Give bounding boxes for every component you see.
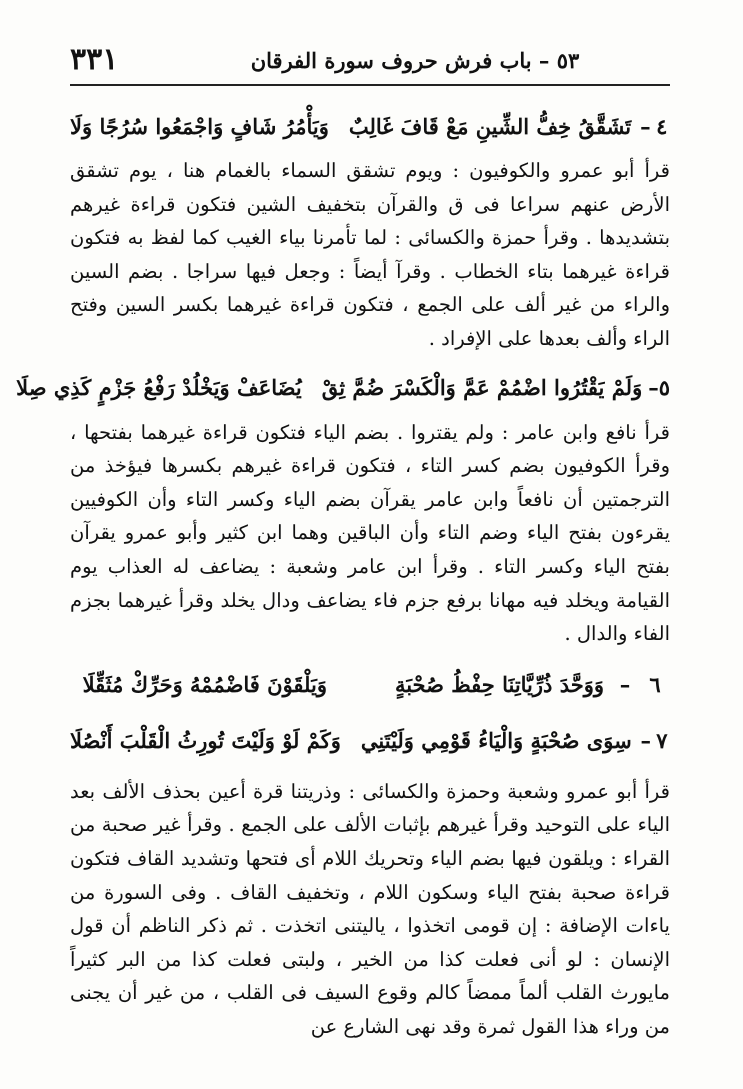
verse-second-hemistich: وَيَلْقَوْنَ فَاضْمُمْهُ وَحَرِّكْ مُثَقِّلَا	[82, 672, 327, 698]
commentary-paragraph: قرأ أبو عمرو والكوفيون : ويوم تشقق السماء بالغمام هنا ، يوم تشقق الأرض عنهم سراعا فى ق والقرآن بتخفيف الشين فتكون قراءة غيرهم بتشديدها . وقرأ حمزة والكسائى : لما تأمرنا بياء الغيب كما لفظ به فتكون قراءة غيرهما بتاء الخطاب . وقرآ أيضاً : وجعل فيها سراجا . بضم السين والراء من غير ألف على الجمع ، فتكون قراءة غيرهما بكسر السين وفتح الراء وألف بعدها على الإفراد .	[70, 159, 670, 350]
commentary-paragraph: قرأ أبو عمرو وشعبة وحمزة والكسائى : وذريتنا قرة أعين بحذف الألف بعد الياء على التوحيد وقرأ غيرهم بإثبات الألف على الجمع . وقرأ غير صحبة من القراء : ويلقون فيها بضم الياء وتحريك اللام أى فتحها وتشديد القاف فتكون قراءة صحبة بفتح الياء وسكون اللام ، وتخفيف القاف . وفى السورة من ياءات الإضافة : إن قومى اتخذوا ، ياليتنى اتخذت . ثم ذكر الناظم أن قول الإنسان : لو أنى فعلت كذا من الخير ، ولبتى فعلت كذا من البر كثيراً مايورث القلب ألماً ممضاً كالم وقوع السيف فى القلب ، من غير أن يجنى من وراء هذا القول ثمرة وقد نهى الشارع عن	[70, 779, 670, 1038]
verse-second-hemistich: وَكَمْ لَوْ وَلَيْتَ تُورِثُ الْقَلْبَ أَنْصُلَا	[70, 728, 341, 754]
verse-first-hemistich: سِوَى صُحْبَةٍ وَالْيَاءُ قَوْمِي وَلَيْتَنِي	[360, 728, 632, 754]
verse-first-hemistich: تَشَقَّقُ خِفُّ الشِّينِ مَعْ قَافَ غَالِبٌ	[348, 113, 632, 139]
verse-dash: –	[640, 728, 652, 754]
verse-number: ٥	[658, 375, 670, 401]
commentary-paragraph: قرأ نافع وابن عامر : ولم يقتروا . بضم الياء فتكون قراءة غيرهما بفتحها ، وقرأ الكوفيون بضم كسر التاء ، فتكون قراءة غيرهم بكسرها فيؤخذ من الترجمتين أن نافعاً وابن عامر يقرآن بضم الياء وكسر التاء وأن الكوفيين يقرءون بفتح الياء وضم التاء وأن الباقين وهما ابن كثير وأبو عمرو يقرآن بفتح الياء وكسر التاء . وقرأ ابن عامر وشعبة : يضاعف له العذاب يوم القيامة ويخلد فيه مهانا برفع جزم فاء يضاعف ودال يخلد وقرأ غيرهما بجزم الفاء والدال .	[70, 420, 670, 646]
page-number: ٣٣١	[70, 42, 119, 77]
verse-number: ٤	[656, 113, 668, 139]
verse-first-hemistich: وَوَحَّدَ ذُرِّيَّاتِنَا حِفْظُ صُحْبَةٍ	[394, 672, 604, 698]
verse-dash: –	[640, 113, 651, 139]
book-page	[16, 40, 670, 1070]
page-header	[70, 40, 670, 86]
verse-dash: –	[648, 375, 659, 401]
running-title: ٥٣ – باب فرش حروف سورة الفرقان	[250, 48, 580, 73]
verse-line-6	[70, 659, 670, 711]
verse-line-7	[70, 715, 670, 767]
verse-number: ٧	[656, 728, 668, 754]
verse-second-hemistich: وَيَأْمُرُ شَافٍ وَاجْمَعُوا سُرُجًا وَلَا	[70, 113, 329, 139]
verse-line-4	[70, 100, 670, 152]
verse-dash: –	[619, 672, 631, 698]
verse-number: ٦	[649, 672, 661, 698]
verse-second-hemistich: يُضَاعَفْ وَيَخْلُدْ رَفْعُ جَزْمٍ كَذِي صِلَا	[16, 375, 302, 401]
verse-line-5	[16, 362, 670, 414]
verse-first-hemistich: وَلَمْ يَقْتُرُوا اضْمُمْ عَمَّ وَالْكَسْرَ ضُمَّ ثِقْ	[321, 375, 643, 401]
